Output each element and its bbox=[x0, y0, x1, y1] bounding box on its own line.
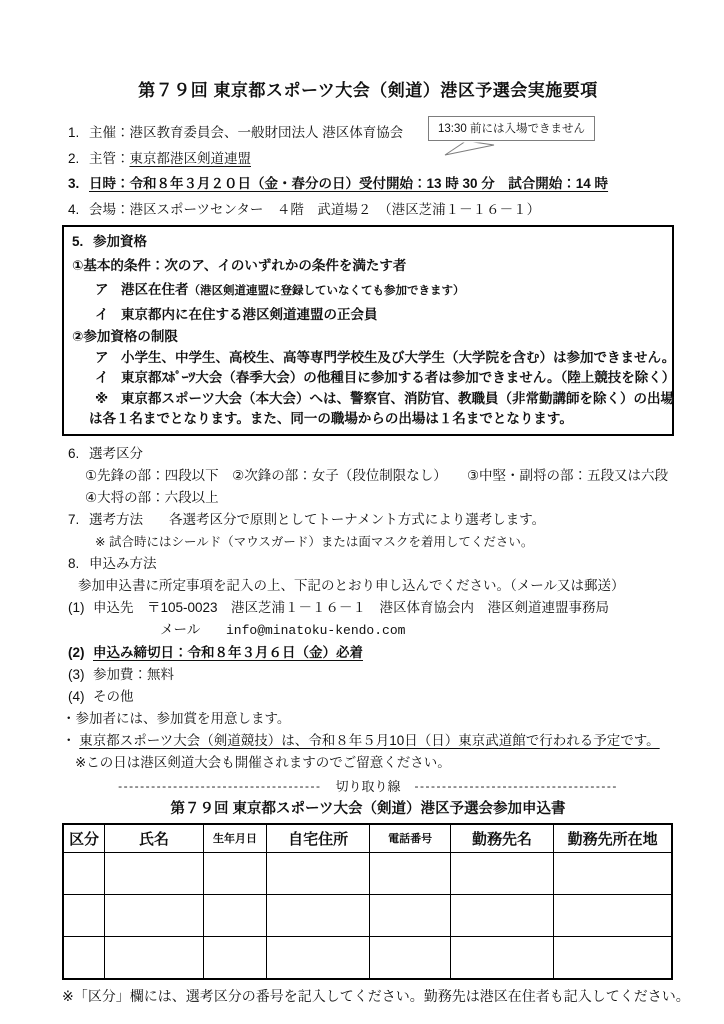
restriction-note-line1 bbox=[72, 389, 674, 410]
selection-divisions-line1: ①先鋒の部：四段以下 ②次鋒の部：女子（段位制限なし） ③中堅・副将の部：五段又は六段 bbox=[85, 467, 669, 483]
section8-heading bbox=[62, 553, 674, 575]
restriction-note-line2: は各１名までとなります。また、同一の職場からの出場は１名までとなります。 bbox=[89, 411, 573, 426]
restriction-b-text: 東京都ｽﾎﾟｰﾂ大会（春季大会）の他種目に参加する者は参加できません。（陸上競技を除く） bbox=[121, 370, 676, 385]
selection-divisions-line2: ④大将の部：六段以上 bbox=[85, 489, 219, 505]
form-cell bbox=[63, 895, 104, 937]
form-cell bbox=[204, 853, 267, 895]
mail-contact bbox=[160, 619, 674, 642]
application-address-text: 申込先 〒105-0023 港区芝浦１－１６－１ 港区体育協会内 港区剣道連盟事務局 bbox=[93, 599, 610, 615]
form-cell bbox=[104, 895, 203, 937]
item-number: 1. bbox=[68, 125, 80, 140]
restrictions-title: ②参加資格の制限 bbox=[72, 329, 178, 344]
form-cell bbox=[370, 937, 450, 979]
form-cell bbox=[204, 937, 267, 979]
form-cell bbox=[450, 895, 554, 937]
other-bullet2-text: 東京都スポーツ大会（剣道競技）は、令和８年５月10日（日）東京武道館で行われる予定です。 bbox=[79, 732, 660, 748]
section-number: 6. bbox=[68, 445, 80, 461]
application-form-table bbox=[62, 823, 673, 980]
callout-tail-icon bbox=[444, 141, 496, 158]
item-datetime-text: 日時：令和８年３月２０日（金・春分の日）受付開始：13 時 30 分 試合開始：14 時 bbox=[89, 176, 609, 191]
form-cell bbox=[554, 853, 672, 895]
document-content bbox=[62, 76, 690, 1007]
form-cell bbox=[554, 937, 672, 979]
entry-time-callout-text: 13:30 前には入場できません bbox=[438, 123, 585, 135]
restriction-a bbox=[72, 348, 676, 369]
restriction-a-marker: ア bbox=[95, 349, 109, 365]
other-heading-text: その他 bbox=[93, 688, 134, 704]
condition-a-text: 港区在住者（港区剣道連盟に登録していなくても参加できます） bbox=[121, 282, 465, 297]
header-division: 区分 bbox=[63, 824, 104, 853]
cut-line-label: 切り取り線 bbox=[335, 778, 401, 794]
mail-address: info@minatoku-kendo.com bbox=[226, 622, 406, 638]
entry-time-callout bbox=[428, 116, 595, 141]
application-address bbox=[62, 597, 674, 619]
form-row bbox=[63, 895, 672, 937]
form-cell bbox=[266, 853, 370, 895]
section7-heading bbox=[62, 509, 674, 531]
section-number: 7. bbox=[68, 511, 80, 527]
section5-eligibility-box bbox=[62, 225, 674, 436]
sub-number: (4) bbox=[68, 688, 85, 704]
header-employer: 勤務先名 bbox=[450, 824, 554, 853]
other-heading bbox=[62, 686, 674, 708]
header-home-address: 自宅住所 bbox=[266, 824, 370, 853]
other-bullet1: ・参加者には、参加賞を用意します。 bbox=[62, 710, 291, 726]
item-number: 3. bbox=[68, 176, 80, 191]
item-organizer-text: 主催：港区教育委員会、一般財団法人 港区体育協会 bbox=[89, 125, 404, 140]
item-venue bbox=[62, 197, 674, 223]
section-number: 8. bbox=[68, 555, 80, 571]
form-cell bbox=[370, 895, 450, 937]
application-deadline bbox=[62, 642, 674, 664]
mask-note: ※ 試合時にはシールド（マウスガード）または面マスクを着用してください。 bbox=[95, 534, 534, 549]
sub-number: (2) bbox=[68, 644, 85, 660]
application-deadline-text: 申込み締切日：令和８年３月６日（金）必着 bbox=[93, 644, 363, 660]
restriction-a-text: 小学生、中学生、高校生、高等専門学校生及び大学生（大学院を含む）は参加できません。 bbox=[121, 349, 676, 365]
document-title: 第７９回 東京都スポーツ大会（剣道）港区予選会実施要項 bbox=[138, 81, 598, 100]
condition-a-paren: （港区剣道連盟に登録していなくても参加できます） bbox=[188, 285, 465, 297]
application-form-title: 第７９回 東京都スポーツ大会（剣道）港区予選会参加申込書 bbox=[170, 800, 566, 817]
form-cell bbox=[266, 937, 370, 979]
section6-heading-text: 選考区分 bbox=[89, 445, 143, 461]
restriction-b bbox=[72, 368, 676, 389]
form-cell bbox=[266, 895, 370, 937]
restriction-note-marker: ※ bbox=[95, 390, 109, 406]
cut-line-dashes-left: ------------------------------------- bbox=[118, 778, 322, 793]
condition-a bbox=[72, 278, 664, 303]
item-number: 4. bbox=[68, 201, 80, 217]
cut-line-dashes-right: ------------------------------------- bbox=[414, 778, 618, 793]
header-phone: 電話番号 bbox=[370, 824, 450, 853]
mail-label: メール bbox=[160, 621, 201, 637]
header-employer-address: 勤務先所在地 bbox=[554, 824, 672, 853]
spacer bbox=[143, 509, 169, 531]
participation-fee-text: 参加費：無料 bbox=[93, 666, 174, 682]
item-number: 2. bbox=[68, 150, 80, 166]
header-name: 氏名 bbox=[104, 824, 203, 853]
restriction-note-text1: 東京都スポーツ大会（本大会）へは、警察官、消防官、教職員（非常勤講師を除く）の出場 bbox=[121, 390, 674, 406]
restriction-b-marker: イ bbox=[95, 370, 109, 385]
section-number: 5. bbox=[72, 234, 84, 249]
form-cell bbox=[63, 853, 104, 895]
condition-b bbox=[72, 303, 664, 327]
item-management-org: 東京都港区剣道連盟 bbox=[129, 150, 251, 166]
form-row bbox=[63, 853, 672, 895]
form-cell bbox=[104, 853, 203, 895]
form-cell bbox=[370, 853, 450, 895]
basic-conditions-title: ①基本的条件：次のア、イのいずれかの条件を満たす者 bbox=[72, 258, 407, 273]
item-management bbox=[62, 146, 674, 172]
sub-number: (1) bbox=[68, 599, 85, 615]
other-bullet2 bbox=[62, 730, 674, 752]
form-cell bbox=[450, 937, 554, 979]
item-management-label: 主管： bbox=[89, 150, 130, 166]
form-cell bbox=[63, 937, 104, 979]
sub-number: (3) bbox=[68, 666, 85, 682]
form-cell bbox=[554, 895, 672, 937]
header-birthdate: 生年月日 bbox=[204, 824, 267, 853]
application-intro: 参加申込書に所定事項を記入の上、下記のとおり申し込んでください。（メール又は郵送） bbox=[78, 577, 625, 593]
item-datetime bbox=[62, 171, 674, 197]
form-header-row bbox=[63, 824, 672, 853]
section7-heading-text: 各選考区分で原則としてトーナメント方式により選考します。 bbox=[169, 511, 546, 527]
condition-a-marker: ア bbox=[95, 282, 109, 297]
condition-b-marker: イ bbox=[95, 307, 109, 322]
participation-fee bbox=[62, 664, 674, 686]
section6-heading bbox=[62, 443, 674, 465]
section5-heading-text: 参加資格 bbox=[93, 234, 147, 249]
form-note: ※「区分」欄には、選考区分の番号を記入してください。勤務先は港区在住者も記入してください。 bbox=[62, 987, 690, 1004]
condition-b-text: 東京都内に在住する港区剣道連盟の正会員 bbox=[121, 307, 378, 322]
section5-heading bbox=[72, 230, 664, 254]
form-cell bbox=[450, 853, 554, 895]
section7-heading-label: 選考方法 bbox=[89, 511, 143, 527]
form-cell bbox=[104, 937, 203, 979]
form-row bbox=[63, 937, 672, 979]
cut-line bbox=[62, 775, 674, 798]
section8-heading-text: 申込み方法 bbox=[89, 555, 157, 571]
form-cell bbox=[204, 895, 267, 937]
item-venue-text: 会場：港区スポーツセンター ４階 武道場２ （港区芝浦１－１６－１） bbox=[89, 201, 541, 217]
same-day-note: ※この日は港区剣道大会も開催されますのでご留意ください。 bbox=[75, 754, 451, 770]
bullet-marker: ・ bbox=[62, 732, 76, 748]
